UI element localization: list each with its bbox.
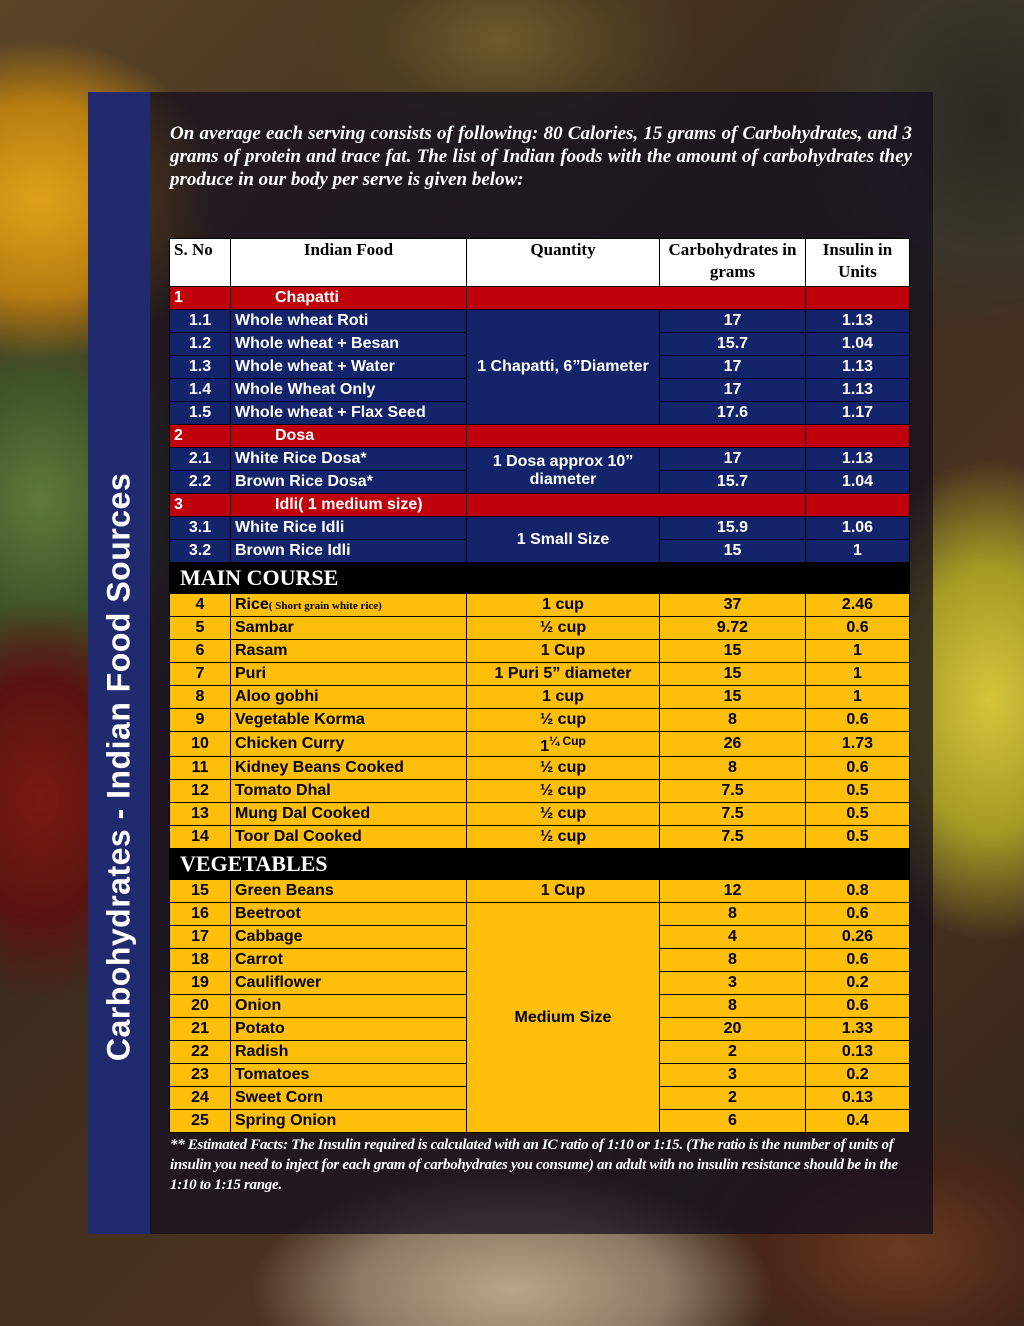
table-row: [170, 709, 910, 732]
insulin-value: 0.13: [806, 1041, 910, 1064]
serial-number: 16: [170, 903, 231, 926]
insulin-value: 1.04: [806, 471, 910, 494]
food-name: Kidney Beans Cooked: [235, 759, 404, 776]
food-name: Radish: [231, 1041, 467, 1064]
food-name: Whole wheat + Flax Seed: [231, 402, 467, 425]
quantity: 1 Puri 5” diameter: [494, 665, 632, 682]
group-blank: [806, 287, 910, 310]
food-name: Brown Rice Idli: [231, 540, 467, 563]
quantity-cell: 1 Small Size: [467, 517, 660, 563]
food-name: Green Beans: [231, 880, 467, 903]
carbohydrates-value: 17: [660, 356, 806, 379]
food-name: Rice: [235, 595, 269, 613]
serial-number: 2.2: [170, 471, 231, 494]
serial-number: 25: [170, 1110, 231, 1133]
table-row: [170, 780, 910, 803]
food-name: Whole wheat + Water: [231, 356, 467, 379]
quantity: ½ cup: [539, 805, 587, 822]
food-name: Whole Wheat Only: [231, 379, 467, 402]
quantity-cell: [467, 663, 660, 686]
quantity-cell: [467, 732, 660, 757]
quantity: ½ cup: [539, 782, 587, 799]
serial-number: 15: [170, 880, 231, 903]
intro-text: On average each serving consists of following: 80 Calories, 15 grams of Carbohydrates, and 3 grams of protein and trace fat. The list of Indian foods with the amount of carbohydrates they produce in our body per serve is given below:: [170, 123, 912, 190]
quantity-cell: [467, 757, 660, 780]
carbohydrates-value: 8: [660, 757, 806, 780]
header-quantity: Quantity: [467, 239, 660, 287]
carbohydrates-value: 20: [660, 1018, 806, 1041]
table-row: [170, 732, 910, 757]
carbohydrates-value: 37: [660, 594, 806, 617]
group-blank: [806, 494, 910, 517]
table-row: [170, 617, 910, 640]
insulin-value: 0.6: [806, 757, 910, 780]
food-name-cell: [231, 732, 467, 757]
carbohydrates-value: 15: [660, 640, 806, 663]
food-name: Toor Dal Cooked: [235, 828, 362, 845]
food-name: Chicken Curry: [235, 735, 345, 752]
serial-number: 5: [170, 617, 231, 640]
table-row: [170, 663, 910, 686]
food-name-cell: [231, 686, 467, 709]
insulin-value: 1.13: [806, 448, 910, 471]
table-row: [170, 803, 910, 826]
insulin-value: 0.26: [806, 926, 910, 949]
food-name-cell: [231, 709, 467, 732]
serial-number: 8: [170, 686, 231, 709]
serial-number: 1.2: [170, 333, 231, 356]
group-header-row: [170, 494, 910, 517]
insulin-value: 1.17: [806, 402, 910, 425]
quantity-cell: [467, 617, 660, 640]
group-number: 2: [170, 425, 231, 448]
quantity-cell: [467, 709, 660, 732]
quantity-cell: [467, 594, 660, 617]
insulin-value: 0.8: [806, 880, 910, 903]
footnote: ** Estimated Facts: The Insulin required is calculated with an IC ratio of 1:10 or 1:15. (The ratio is the number of units of insulin you need to inject for each gram of carbohydrates you consume) an adult with no insulin resistance should be in the 1:10 to 1:15 range.: [170, 1137, 898, 1193]
food-name: White Rice Dosa*: [231, 448, 467, 471]
serial-number: 17: [170, 926, 231, 949]
insulin-value: 1.13: [806, 356, 910, 379]
insulin-value: 1: [806, 540, 910, 563]
food-name-cell: [231, 640, 467, 663]
food-name: Aloo gobhi: [235, 688, 319, 705]
food-name: Mung Dal Cooked: [235, 805, 371, 822]
serial-number: 22: [170, 1041, 231, 1064]
carbohydrates-value: 17: [660, 379, 806, 402]
food-name: White Rice Idli: [231, 517, 467, 540]
carbohydrates-value: 15.7: [660, 471, 806, 494]
insulin-value: 1.13: [806, 379, 910, 402]
carbohydrates-value: 3: [660, 972, 806, 995]
group-blank: [467, 287, 806, 310]
quantity-cell: [467, 780, 660, 803]
food-name: Beetroot: [231, 903, 467, 926]
group-header-row: [170, 425, 910, 448]
food-name: Vegetable Korma: [235, 711, 365, 728]
table-row: [170, 903, 910, 926]
insulin-value: 2.46: [806, 594, 910, 617]
serial-number: 1.3: [170, 356, 231, 379]
carbohydrates-value: 8: [660, 903, 806, 926]
serial-number: 10: [170, 732, 231, 757]
serial-number: 23: [170, 1064, 231, 1087]
carbohydrates-value: 12: [660, 880, 806, 903]
content-panel: [88, 92, 933, 1234]
carbohydrates-value: 9.72: [660, 617, 806, 640]
food-name: Spring Onion: [231, 1110, 467, 1133]
quantity-superscript: ¼ Cup: [549, 734, 586, 748]
quantity: 1 cup: [542, 688, 584, 705]
quantity: ½ cup: [539, 759, 587, 776]
food-name: Sweet Corn: [231, 1087, 467, 1110]
insulin-value: 1.73: [806, 732, 910, 757]
table-row: [170, 594, 910, 617]
food-name: Rasam: [235, 642, 288, 659]
insulin-value: 1: [806, 663, 910, 686]
food-name: Brown Rice Dosa*: [231, 471, 467, 494]
quantity: 1 cup: [542, 596, 584, 613]
carbohydrates-value: 6: [660, 1110, 806, 1133]
quantity-cell: [467, 640, 660, 663]
carbohydrates-value: 4: [660, 926, 806, 949]
insulin-value: 0.6: [806, 617, 910, 640]
table-row: [170, 757, 910, 780]
header-insulin: Insulin in Units: [806, 239, 910, 287]
food-name: Whole wheat Roti: [231, 310, 467, 333]
insulin-value: 0.4: [806, 1110, 910, 1133]
food-name: Onion: [231, 995, 467, 1018]
carbohydrates-value: 15.7: [660, 333, 806, 356]
carbohydrates-value: 15: [660, 663, 806, 686]
serial-number: 19: [170, 972, 231, 995]
serial-number: 7: [170, 663, 231, 686]
section-title: VEGETABLES: [170, 849, 910, 880]
insulin-value: 0.2: [806, 972, 910, 995]
insulin-value: 0.6: [806, 709, 910, 732]
insulin-value: 1: [806, 686, 910, 709]
header-sno: S. No: [170, 239, 231, 287]
serial-number: 13: [170, 803, 231, 826]
insulin-value: 1.06: [806, 517, 910, 540]
carbohydrates-value: 8: [660, 949, 806, 972]
carbohydrates-value: 7.5: [660, 826, 806, 849]
table-row: [170, 880, 910, 903]
insulin-value: 0.6: [806, 995, 910, 1018]
insulin-value: 0.13: [806, 1087, 910, 1110]
carbohydrates-value: 2: [660, 1041, 806, 1064]
food-name: Cauliflower: [231, 972, 467, 995]
header-food: Indian Food: [231, 239, 467, 287]
carbohydrates-value: 15: [660, 686, 806, 709]
group-blank: [467, 425, 806, 448]
food-name-cell: [231, 826, 467, 849]
section-header-vegetables: [170, 849, 910, 880]
carbohydrates-value: 7.5: [660, 780, 806, 803]
header-carbohydrates: Carbohydrates in grams: [660, 239, 806, 287]
group-number: 1: [170, 287, 231, 310]
food-name-cell: [231, 803, 467, 826]
quantity-cell: [467, 826, 660, 849]
insulin-value: 0.6: [806, 949, 910, 972]
insulin-value: 0.6: [806, 903, 910, 926]
quantity-cell: 1 Chapatti, 6”Diameter: [467, 310, 660, 425]
serial-number: 24: [170, 1087, 231, 1110]
group-blank: [806, 425, 910, 448]
table-header-row: [170, 239, 910, 287]
serial-number: 20: [170, 995, 231, 1018]
insulin-value: 0.2: [806, 1064, 910, 1087]
carbohydrates-value: 3: [660, 1064, 806, 1087]
quantity-cell: Medium Size: [467, 903, 660, 1133]
group-name: Dosa: [231, 425, 467, 448]
quantity-cell: 1 Cup: [467, 880, 660, 903]
serial-number: 1.1: [170, 310, 231, 333]
serial-number: 21: [170, 1018, 231, 1041]
carbohydrate-table: [169, 238, 910, 1133]
food-name: Whole wheat + Besan: [231, 333, 467, 356]
serial-number: 11: [170, 757, 231, 780]
quantity: 1: [540, 738, 550, 755]
table-row: [170, 448, 910, 471]
serial-number: 9: [170, 709, 231, 732]
group-header-row: [170, 287, 910, 310]
serial-number: 1.4: [170, 379, 231, 402]
table-row: [170, 310, 910, 333]
table-row: [170, 640, 910, 663]
group-name: Idli( 1 medium size): [231, 494, 467, 517]
food-name-cell: [231, 757, 467, 780]
food-name: Tomatoes: [231, 1064, 467, 1087]
group-name: Chapatti: [231, 287, 467, 310]
quantity-cell: [467, 686, 660, 709]
insulin-value: 1.04: [806, 333, 910, 356]
carbohydrates-value: 8: [660, 709, 806, 732]
serial-number: 6: [170, 640, 231, 663]
serial-number: 1.5: [170, 402, 231, 425]
sidebar: [88, 92, 150, 1234]
carbohydrates-value: 17: [660, 310, 806, 333]
serial-number: 2.1: [170, 448, 231, 471]
serial-number: 3.1: [170, 517, 231, 540]
carbohydrates-value: 15: [660, 540, 806, 563]
quantity-cell: [467, 803, 660, 826]
serial-number: 3.2: [170, 540, 231, 563]
food-name: Tomato Dhal: [235, 782, 331, 799]
food-name: Potato: [231, 1018, 467, 1041]
quantity-cell: 1 Dosa approx 10” diameter: [467, 448, 660, 494]
serial-number: 14: [170, 826, 231, 849]
group-blank: [467, 494, 806, 517]
table-row: [170, 686, 910, 709]
food-name-cell: [231, 617, 467, 640]
insulin-value: 0.5: [806, 780, 910, 803]
food-name: Carrot: [231, 949, 467, 972]
food-name: Cabbage: [231, 926, 467, 949]
food-name-cell: [231, 663, 467, 686]
food-note: ( Short grain white rice): [268, 599, 382, 612]
carbohydrates-value: 17: [660, 448, 806, 471]
carbohydrates-value: 7.5: [660, 803, 806, 826]
food-name: Puri: [235, 665, 267, 682]
food-name: Sambar: [235, 619, 294, 636]
quantity: ½ cup: [539, 619, 587, 636]
quantity: ½ cup: [539, 711, 587, 728]
group-number: 3: [170, 494, 231, 517]
carbohydrates-value: 15.9: [660, 517, 806, 540]
quantity: ½ cup: [539, 828, 587, 845]
food-name-cell: [231, 780, 467, 803]
insulin-value: 0.5: [806, 803, 910, 826]
carbohydrates-value: 8: [660, 995, 806, 1018]
insulin-value: 1.13: [806, 310, 910, 333]
carbohydrates-value: 2: [660, 1087, 806, 1110]
insulin-value: 1: [806, 640, 910, 663]
serial-number: 4: [170, 594, 231, 617]
carbohydrates-value: 26: [660, 732, 806, 757]
insulin-value: 0.5: [806, 826, 910, 849]
insulin-value: 1.33: [806, 1018, 910, 1041]
section-title: MAIN COURSE: [170, 563, 910, 594]
quantity: 1 Cup: [540, 642, 586, 659]
food-name-cell: [231, 594, 467, 617]
serial-number: 18: [170, 949, 231, 972]
serial-number: 12: [170, 780, 231, 803]
side-title: Carbohydrates - Indian Food Sources: [100, 472, 137, 1062]
carbohydrates-value: 17.6: [660, 402, 806, 425]
table-row: [170, 517, 910, 540]
table-row: [170, 826, 910, 849]
section-header-main-course: [170, 563, 910, 594]
